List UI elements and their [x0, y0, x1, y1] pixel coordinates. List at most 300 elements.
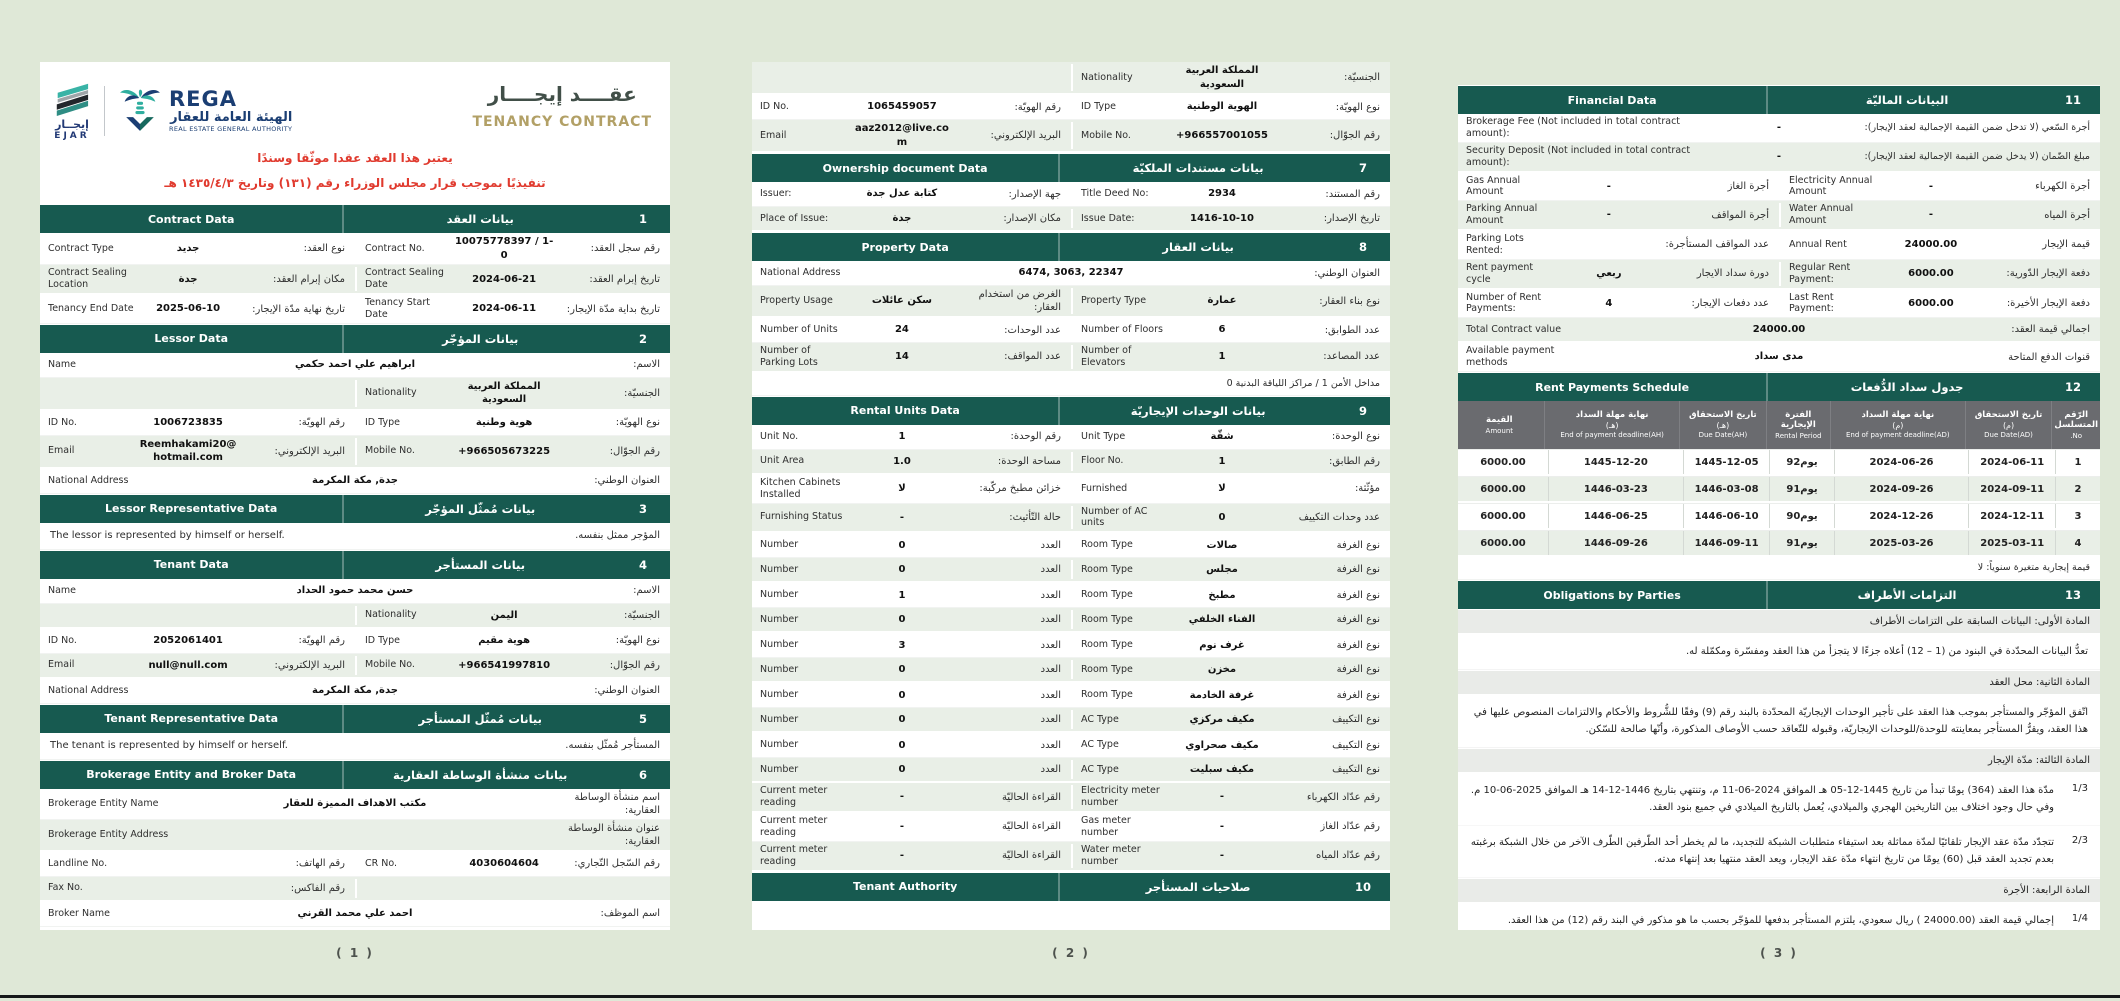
data-row: [1458, 260, 2100, 290]
field-label-en: Electricity meter number: [1081, 785, 1160, 809]
field-value: جديد: [176, 243, 200, 255]
section-number: 2: [638, 331, 647, 346]
data-row: [752, 783, 1390, 813]
row-half: [1071, 610, 1390, 629]
note-row: مداخل الأمن 1 / مراكز اللياقة البدنية 0: [752, 373, 1390, 396]
row-half: [1071, 288, 1390, 314]
field-value: جدة: [892, 212, 912, 224]
field-label-ar: الغرض من استخدام العقار:: [978, 289, 1061, 313]
field-value: +966541997810: [458, 659, 551, 671]
data-row: [40, 411, 670, 436]
contract-title-ar: عقــــد إيجــــار: [487, 82, 637, 106]
field-label-en: AC Type: [1081, 713, 1119, 725]
section-header-bar: [752, 873, 1390, 901]
section-header-arabic-half: [342, 495, 670, 523]
field-value: مكيف مركزي: [1189, 714, 1255, 725]
data-row: [1458, 343, 2100, 372]
data-row: [1458, 318, 2100, 343]
section-number: 5: [638, 711, 647, 726]
field-label-en: Number: [760, 663, 799, 675]
field-label-ar: القراءة الحاليّة: [1001, 821, 1061, 833]
field-value: 0: [898, 614, 906, 625]
field-value: جدة, مكة المكرمة: [312, 475, 398, 487]
field-label-ar: اسم الموظف:: [600, 908, 660, 920]
field-label-en: Number of Floors: [1081, 324, 1163, 336]
rega-palm-icon: [117, 80, 163, 142]
page-number: ( 1 ): [336, 946, 374, 960]
data-row: [40, 789, 670, 820]
row-half: [752, 844, 1071, 868]
payments-cell: 1446-06-25: [1548, 504, 1683, 528]
data-row: [40, 233, 670, 265]
section-header-arabic-half: [342, 761, 670, 789]
section-header-arabic-half: [1058, 233, 1390, 261]
row-half: [1071, 815, 1390, 839]
payments-cell: 2: [2055, 477, 2100, 501]
payments-table-row: [1458, 449, 2100, 476]
row-half: [1779, 233, 2100, 257]
representation-note-row: [40, 523, 670, 550]
field-value: حسن محمد حمود الحداد: [296, 585, 414, 597]
section-header-bar: [40, 495, 670, 523]
section-title-en: Tenant Representative Data: [104, 712, 279, 726]
payments-cell: 1446-09-11: [1683, 531, 1770, 555]
section-number: 11: [2064, 93, 2081, 107]
field-label-en: Gas Annual Amount: [1466, 174, 1521, 198]
field-label-en: Room Type: [1081, 589, 1133, 601]
section-header-arabic-half: [1766, 86, 2100, 114]
data-row: [40, 579, 670, 604]
row-half: [1071, 320, 1390, 340]
field-label-en: Floor No.: [1081, 455, 1124, 467]
field-label-ar: نوع الوحدة:: [1331, 431, 1380, 443]
section-header-arabic-half: [1058, 873, 1390, 901]
field-value: مخزن: [1207, 664, 1237, 675]
row-half: [752, 585, 1071, 605]
row-half: [40, 606, 355, 625]
field-value: جدة, مكة المكرمة: [312, 685, 398, 697]
field-label-en: Room Type: [1081, 539, 1133, 551]
section-header-bar: [752, 154, 1390, 182]
field-label-ar: رقم سجل العقد:: [590, 243, 660, 255]
field-label-en: Place of Issue:: [760, 212, 829, 224]
field-value: 1: [898, 589, 906, 601]
field-label-ar: البريد الإلكتروني:: [274, 445, 345, 457]
payments-column-header: الرّقم المتسلسل .No: [2051, 401, 2100, 449]
data-row: [752, 733, 1390, 758]
field-value: +966557001055: [1176, 129, 1268, 141]
rega-english-name: REAL ESTATE GENERAL AUTHORITY: [169, 125, 293, 134]
field-label-ar: نوع التكييف: [1332, 764, 1380, 776]
field-label-ar: خزائن مطبخ مركّبة:: [979, 483, 1061, 495]
field-label-ar: رقم الهويّة:: [1014, 101, 1061, 113]
field-label-ar: العدد: [1040, 739, 1061, 751]
field-value: 6: [1218, 324, 1226, 336]
row-half: [40, 879, 355, 898]
field-value: هوية وطنية: [475, 417, 533, 429]
section-title-en: Tenant Data: [153, 558, 229, 572]
field-label-ar: العدد: [1040, 614, 1061, 626]
section-title-en: Property Data: [861, 240, 949, 254]
field-label-en: Number of Parking Lots: [760, 345, 818, 368]
field-value: الفناء الخلفي: [1188, 614, 1256, 625]
field-label-en: ID No.: [48, 634, 77, 646]
row-half: [752, 610, 1071, 629]
field-label-en: ID No.: [48, 416, 77, 428]
field-label-ar: نوع بناء العقار:: [1319, 295, 1380, 307]
field-label-en: Number: [760, 639, 799, 651]
field-label-ar: حالة التّأثيث:: [1009, 511, 1061, 523]
row-half: [355, 631, 670, 651]
field-value: 6474, 3063, 22347: [1018, 267, 1124, 279]
field-label-en: Unit Type: [1081, 430, 1126, 442]
section-title-en: Ownership document Data: [822, 161, 988, 175]
contract-page-2: [752, 62, 1390, 930]
data-row: [752, 343, 1390, 373]
row-half: [1071, 506, 1390, 530]
row-half: [1071, 785, 1390, 809]
field-label-ar: تاريخ الإصدار:: [1323, 213, 1380, 224]
field-label-ar: رقم الفاكس:: [290, 882, 345, 894]
section-title-en: Contract Data: [147, 212, 235, 226]
payments-table-row: [1458, 530, 2100, 557]
payments-cell: 91يوم: [1769, 531, 1833, 555]
field-value: null@null.com: [148, 659, 228, 671]
row-half: [752, 815, 1071, 839]
field-value: هوية مقيم: [478, 635, 531, 647]
section-header-bar: [40, 325, 670, 353]
field-label-ar: رقم الهويّة:: [298, 635, 345, 647]
payments-cell: 1445-12-20: [1548, 450, 1683, 474]
payments-cell: 91يوم: [1769, 477, 1833, 501]
payments-cell: 1: [2055, 450, 2100, 474]
field-label-ar: رقم السّجل التّجاري:: [574, 858, 660, 870]
field-label-en: ID No.: [760, 101, 789, 113]
section-title-en: Rent Payments Schedule: [1535, 380, 1690, 394]
row-half: [1071, 64, 1390, 91]
row-half: [1071, 535, 1390, 555]
field-label-en: Number: [760, 713, 799, 725]
field-label-ar: الجنسيّة:: [624, 387, 660, 399]
section-number: 12: [2064, 380, 2081, 394]
screen-bottom-rule: [0, 995, 2120, 998]
page-1-sections: [40, 205, 670, 927]
data-row: [752, 758, 1390, 783]
field-value: 14: [894, 351, 909, 363]
field-label-en: Number of Elevators: [1081, 345, 1132, 368]
row-half: [40, 413, 355, 433]
field-value: 0: [898, 664, 906, 675]
row-half: [752, 209, 1071, 228]
field-label-en: Regular Rent Payment:: [1789, 261, 1851, 285]
field-label-ar: رقم عدّاد الغاز: [1320, 821, 1380, 833]
section-title-ar: التزامات الأطراف: [1857, 588, 1957, 602]
row-half: [1071, 585, 1390, 605]
field-label-en: Mobile No.: [365, 659, 415, 671]
field-label-ar: عدد الطوابق:: [1324, 324, 1380, 336]
payments-cell: 90يوم: [1769, 504, 1833, 528]
field-value: 1006723835: [153, 417, 223, 429]
field-label-ar: العدد: [1040, 664, 1061, 676]
data-row: [40, 378, 670, 411]
data-row: [40, 654, 670, 679]
field-label-en: AC Type: [1081, 739, 1119, 751]
field-value: كتابة عدل جدة: [866, 188, 938, 200]
ejar-stripes-icon: [52, 82, 92, 116]
field-label-ar: البريد الإلكتروني:: [990, 130, 1061, 141]
data-row: [752, 450, 1390, 475]
field-value: -: [899, 511, 904, 523]
field-value: 1.0: [893, 455, 911, 467]
payments-column-header: نهاية مهلة السداد (م) End of payment deadline(AD): [1830, 401, 1965, 449]
data-row: [752, 120, 1390, 153]
section-title-ar: بيانات العقد: [446, 212, 514, 227]
row-half: [752, 560, 1071, 579]
field-label-ar: نوع التكييف: [1332, 714, 1380, 726]
field-label-ar: نوع العقد:: [303, 243, 345, 255]
row-half: [1779, 175, 2100, 199]
row-half: [752, 122, 1071, 149]
field-label-ar: أجرة السّعي (لا تدخل ضمن القيمة الإجمالية لعقد الإيجار):: [1864, 121, 2090, 133]
data-row: [40, 295, 670, 324]
field-label-ar: نوع الهويّة:: [1335, 101, 1380, 113]
data-row: [752, 708, 1390, 733]
section-header-arabic-half: [1058, 154, 1390, 182]
field-label-ar: تاريخ إبرام العقد:: [589, 273, 660, 285]
field-label-en: Contract Type: [48, 242, 114, 254]
logo-group: [52, 80, 292, 142]
field-value: مكيف سبليت: [1189, 764, 1255, 775]
field-label-en: Email: [48, 659, 75, 671]
payments-table-row: [1458, 503, 2100, 530]
logo-divider: [104, 86, 105, 136]
row-half: [1779, 292, 2100, 316]
field-label-en: Unit No.: [760, 430, 799, 442]
field-value: الهوية الوطنية: [1186, 101, 1258, 113]
data-row: [752, 813, 1390, 842]
document-header: [40, 62, 670, 144]
field-label-en: ID Type: [1081, 101, 1116, 113]
section-title-en: Brokerage Entity and Broker Data: [86, 768, 297, 782]
contract-title-en: TENANCY CONTRACT: [472, 114, 652, 130]
field-label-ar: دفعة الإيجار الأخيرة:: [2006, 297, 2090, 309]
data-row: [40, 852, 670, 877]
section-title-en: Obligations by Parties: [1543, 588, 1681, 602]
row-half: [752, 710, 1071, 729]
field-label-en: Number: [760, 763, 799, 775]
article-heading: المادة الثالثة: مدّة الإيجار: [1458, 749, 2100, 774]
field-label-ar: عدد المصاعد:: [1323, 351, 1380, 363]
field-label-en: Tenancy End Date: [48, 303, 134, 315]
field-value: -: [1219, 821, 1225, 833]
payments-cell: 2024-06-26: [1834, 450, 1969, 474]
field-label-ar: العدد: [1040, 764, 1061, 776]
field-label-en: Number of Rent Payments:: [1466, 291, 1542, 315]
field-label-en: Number: [760, 563, 799, 575]
row-half: [752, 97, 1071, 117]
row-half: [355, 267, 670, 291]
article-item: [1458, 774, 2100, 826]
field-label-en: Issue Date:: [1081, 212, 1135, 224]
field-label-en: National Address: [48, 474, 129, 486]
contract-page-3: [1458, 85, 2100, 930]
section-header-bar: [1458, 86, 2100, 114]
payments-cell: 2024-06-11: [1968, 450, 2055, 474]
payments-cell: 6000.00: [1480, 456, 1526, 468]
field-value: -: [1606, 180, 1611, 192]
field-label-en: Contract Sealing Date: [365, 267, 444, 291]
field-label-en: National Address: [48, 684, 129, 696]
field-label-en: ID Type: [365, 416, 400, 428]
field-value: 4: [1605, 297, 1613, 309]
field-value: 0: [898, 739, 906, 751]
field-label-ar: نوع الغرفة: [1336, 564, 1380, 576]
data-row: [1458, 231, 2100, 260]
field-label-en: ID Type: [365, 634, 400, 646]
row-half: [1071, 710, 1390, 729]
field-label-en: Number of Units: [760, 324, 838, 336]
field-label-ar: رقم الطابق:: [1328, 455, 1380, 467]
row-half: [752, 184, 1071, 204]
article-item-text: تتجدّد مدّة عقد الإيجار تلقائيًا لمدّة مماثلة بعد استيفاء متطلبات الشبكة للتجديد، ما لم يخطر أحد الطّرفين الطّرف الآخر من خلال الشبكة برغبته بعدم تجديد العقد قبل (60) يومًا من تاريخ انتهاء مدّة عقد الإيجار، ويعد العقد منتهيا بعد إنتهاء مدته.: [1470, 836, 2054, 865]
field-label-ar: قيمة الإيجار: [2042, 239, 2090, 251]
field-value: مطبخ: [1208, 589, 1236, 601]
field-value: -: [1776, 122, 1782, 134]
field-label-en: Unit Area: [760, 455, 805, 467]
row-half: [40, 297, 355, 321]
data-row: [40, 629, 670, 654]
row-half: [355, 438, 670, 465]
row-half: [1071, 97, 1390, 117]
row-half: [752, 685, 1071, 705]
section-title-ar: البيانات الماليّة: [1865, 93, 1949, 107]
field-label-en: Kitchen Cabinets Installed: [760, 476, 841, 500]
data-row: [752, 608, 1390, 633]
field-label-en: Parking Annual Amount: [1466, 203, 1538, 227]
article-heading: المادة الثانية: محل العقد: [1458, 671, 2100, 696]
field-value: مدى سداد: [1754, 351, 1804, 363]
field-label-ar: أجرة المياه: [2044, 209, 2090, 221]
field-value: 0: [1218, 511, 1226, 523]
payments-cell: 4: [2055, 531, 2100, 555]
field-value: احمد علي محمد القرني: [297, 908, 413, 920]
field-label-ar: رقم الجوّال:: [1329, 130, 1380, 141]
legal-notice-line-1: يعتبر هذا العقد عقدا موثّقا وسندًا: [257, 151, 453, 165]
field-label-en: AC Type: [1081, 763, 1119, 775]
row-half: [1071, 477, 1390, 501]
payments-cell: 2024-09-26: [1834, 477, 1969, 501]
row-half: [355, 380, 670, 407]
section-title-en: Rental Units Data: [850, 404, 960, 418]
row-half: [752, 506, 1071, 530]
field-value: -: [1776, 150, 1782, 162]
row-half: [1071, 685, 1390, 705]
data-row: [752, 633, 1390, 658]
data-row: [752, 182, 1390, 207]
row-half: [1071, 844, 1390, 868]
field-label-ar: عدد دفعات الإيجار:: [1691, 297, 1769, 309]
row-half: [40, 267, 355, 291]
field-value: 24000.00: [1752, 324, 1806, 335]
section-title-en: Financial Data: [1567, 93, 1657, 107]
legal-notice-line-2: تنفيذيًا بموجب قرار مجلس الوزراء رقم (١٣١) وتاريخ ١٤٣٥/٤/٣ هـ: [164, 176, 546, 191]
field-label-en: Electricity Annual Amount: [1789, 174, 1873, 198]
field-label-en: Parking Lots Rented:: [1466, 233, 1524, 256]
data-row: [40, 820, 670, 852]
payments-cell: 6000.00: [1480, 537, 1526, 549]
data-row: [752, 261, 1390, 286]
field-label-en: Room Type: [1081, 563, 1133, 575]
field-label-ar: أجرة الغاز: [1727, 180, 1769, 192]
data-row: [752, 583, 1390, 608]
field-value: 6000.00: [1908, 267, 1954, 279]
field-label-ar: نوع الغرفة: [1336, 664, 1380, 676]
row-half: [355, 606, 670, 625]
payments-cell: 2024-12-26: [1834, 504, 1969, 528]
field-value: 1: [1218, 351, 1226, 363]
row-half: [40, 631, 355, 651]
row-half: [1071, 635, 1390, 655]
data-row: [40, 353, 670, 378]
field-value: 4030604604: [469, 858, 539, 870]
section-title-ar: بيانات المستأجر: [435, 557, 526, 572]
row-half: [752, 452, 1071, 471]
payments-table-row: [1458, 476, 2100, 503]
article-item-number: 2/3: [2071, 834, 2088, 846]
data-row: [752, 95, 1390, 120]
section-title-ar: بيانات مُمثّل المستأجر: [418, 711, 542, 726]
contract-page-1: [40, 62, 670, 930]
field-value: 24000.00: [1904, 239, 1958, 251]
section-title-ar: بيانات الوحدات الإيجاريّة: [1130, 403, 1266, 418]
page-3-sections: [1458, 86, 2100, 930]
row-half: [752, 760, 1071, 779]
page-number: ( 2 ): [1052, 946, 1090, 960]
row-half: [752, 635, 1071, 655]
field-label-en: Landline No.: [48, 857, 108, 869]
field-label-ar: رقم الوحدة:: [1010, 431, 1061, 443]
field-label-en: Furnishing Status: [760, 511, 843, 523]
payments-cell: 2024-12-11: [1968, 504, 2055, 528]
row-half: [1071, 427, 1390, 447]
page-2-sections: [752, 62, 1390, 901]
field-value: 2024-06-21: [472, 273, 537, 285]
payments-cell: 1446-03-08: [1683, 477, 1770, 501]
row-half: [355, 413, 670, 433]
row-half: [355, 235, 670, 262]
payments-cell: 6000.00: [1480, 483, 1526, 495]
field-label-ar: دورة سداد الايجار: [1696, 268, 1769, 280]
field-label-ar: نوع الهويّة:: [615, 635, 660, 647]
rega-logo: [117, 80, 292, 142]
field-label-en: Total Contract value: [1466, 323, 1562, 335]
row-half: [1071, 209, 1390, 228]
section-title-ar: بيانات العقار: [1162, 240, 1234, 254]
field-value: Reemhakami20@hotmail.com: [139, 438, 237, 464]
field-label-en: Annual Rent: [1789, 238, 1847, 250]
field-label-en: Brokerage Entity Name: [48, 797, 159, 809]
section-title-en: Lessor Data: [154, 332, 229, 346]
field-label-ar: العنوان الوطني:: [594, 685, 660, 697]
field-label-en: Gas meter number: [1081, 815, 1131, 838]
row-half: [752, 64, 1071, 91]
row-half: [752, 735, 1071, 755]
field-label-ar: القراءة الحاليّة: [1001, 791, 1061, 803]
payments-cell: 1446-06-10: [1683, 504, 1770, 528]
data-row: [752, 475, 1390, 504]
field-label-ar: نوع الغرفة: [1336, 589, 1380, 601]
field-label-ar: نوع الغرفة: [1336, 539, 1380, 551]
